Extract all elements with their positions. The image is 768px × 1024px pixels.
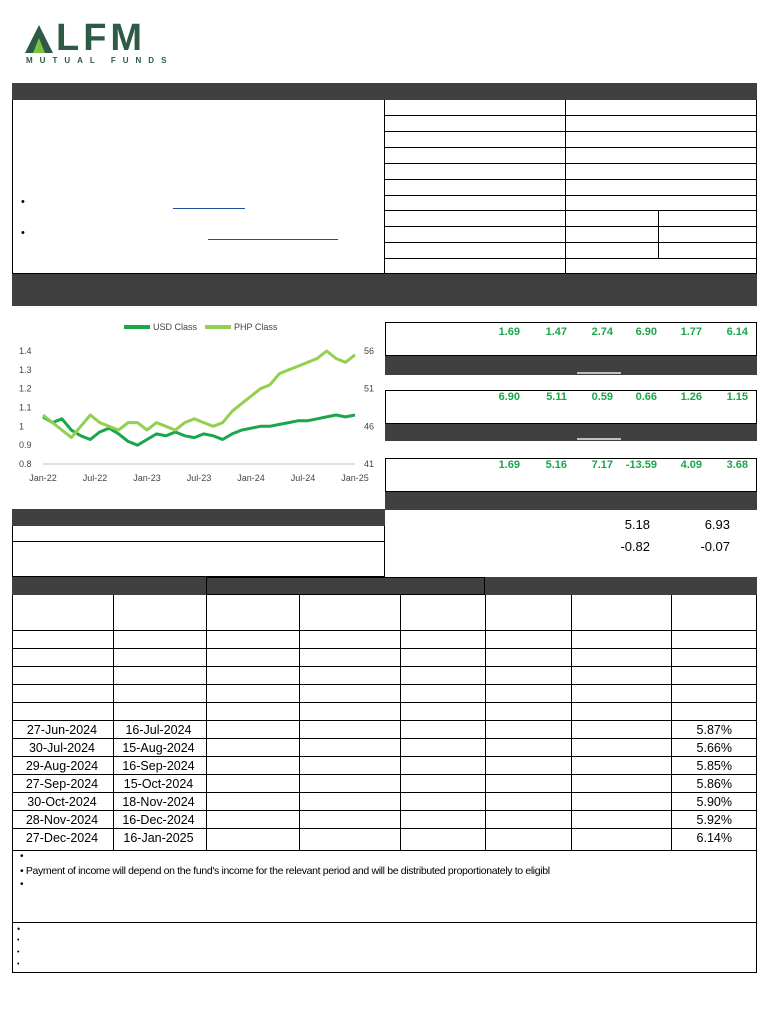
nav-chart — [12, 306, 385, 509]
stats-value-1b: 6.93 — [704, 517, 730, 532]
x-tick-label: Jul-23 — [186, 473, 212, 483]
x-tick-label: Jan-22 — [29, 473, 57, 483]
y-left-tick-label: 1.2 — [19, 383, 32, 394]
payment-date: 16-Dec-2024 — [122, 813, 195, 827]
payment-date: 16-Jul-2024 — [125, 723, 192, 737]
dividend-rate: 5.90% — [696, 795, 732, 809]
notes-box — [12, 851, 757, 923]
return-value: 1.69 — [498, 459, 520, 471]
return-value: 6.90 — [498, 391, 520, 403]
payment-date: 15-Oct-2024 — [123, 777, 194, 791]
stats-value-2b: -0.07 — [700, 539, 730, 554]
dividend-header-bar-right — [485, 577, 757, 595]
return-value: 4.09 — [680, 459, 702, 471]
fund-description-box — [12, 100, 385, 274]
return-value: 1.26 — [680, 391, 702, 403]
x-tick-label: Jan-23 — [133, 473, 161, 483]
fund-facts-header-bar — [12, 83, 757, 100]
return-value: -13.59 — [625, 459, 657, 471]
record-date: 30-Oct-2024 — [27, 795, 97, 809]
return-value: 7.17 — [591, 459, 613, 471]
legend-label: PHP Class — [234, 322, 278, 332]
return-value: 3.68 — [726, 459, 748, 471]
y-right-tick-label: 41 — [364, 459, 375, 469]
logo-tagline: MUTUAL FUNDS — [26, 56, 174, 65]
stats-value-2a: -0.82 — [620, 539, 650, 554]
record-date: 28-Nov-2024 — [25, 813, 99, 827]
y-right-tick-label: 51 — [364, 383, 375, 394]
y-right-tick-label: 46 — [364, 421, 375, 432]
dividend-rate: 5.66% — [696, 741, 732, 755]
y-left-tick-label: 0.8 — [19, 459, 32, 469]
return-value: 5.16 — [545, 459, 567, 471]
x-tick-label: Jul-24 — [290, 473, 316, 483]
return-value: 1.69 — [498, 326, 520, 338]
return-value: 6.90 — [635, 326, 657, 338]
nav-chart-svg — [12, 306, 385, 509]
link-underline-2[interactable] — [208, 239, 338, 240]
y-left-tick-label: 1 — [19, 421, 25, 432]
payment-date: 15-Aug-2024 — [122, 741, 195, 755]
note-payment: • Payment of income will depend on the fund's income for the relevant period and will be distributed proportionately to eligibl — [20, 865, 550, 877]
portfolio-header-bar — [12, 509, 385, 526]
return-value: 0.66 — [635, 391, 657, 403]
disclaimer-bullet-3: • — [17, 949, 20, 956]
stats-value-1a: 5.18 — [624, 517, 650, 532]
disclaimer-bullet-4: • — [17, 961, 20, 968]
return-value: 5.11 — [546, 391, 567, 403]
payment-date: 16-Sep-2024 — [122, 759, 195, 773]
series-line-1 — [43, 351, 355, 438]
company-logo — [24, 18, 174, 68]
note-bullet-2: • — [20, 879, 24, 890]
return-value: 1.15 — [726, 391, 748, 403]
y-right-tick-label: 56 — [364, 346, 375, 356]
return-value: 6.14 — [726, 326, 748, 338]
x-tick-label: Jan-24 — [237, 473, 265, 483]
dividend-rate: 5.86% — [696, 777, 732, 791]
payment-date: 18-Nov-2024 — [122, 795, 195, 809]
dividend-rate: 5.85% — [696, 759, 732, 773]
return-value: 1.47 — [545, 326, 567, 338]
link-underline-1[interactable] — [173, 208, 245, 209]
performance-header-bar — [12, 274, 757, 306]
disclaimer-bullet-2: • — [17, 937, 20, 944]
record-date: 29-Aug-2024 — [25, 759, 99, 773]
legend-label: USD Class — [153, 322, 198, 332]
disclaimer-box — [12, 923, 757, 973]
record-date: 30-Jul-2024 — [28, 741, 95, 755]
return-value: 2.74 — [591, 326, 613, 338]
y-left-tick-label: 0.9 — [19, 440, 32, 451]
logo-wordmark-visible: LFM — [56, 17, 147, 59]
dividend-rate: 6.14% — [696, 831, 732, 845]
note-bullet-1: • — [20, 851, 24, 862]
record-date: 27-Dec-2024 — [25, 831, 99, 845]
x-tick-label: Jan-25 — [341, 473, 369, 483]
record-date: 27-Jun-2024 — [26, 723, 98, 737]
record-date: 27-Sep-2024 — [25, 777, 99, 791]
bullet-2: • — [21, 227, 25, 239]
return-value: 1.77 — [680, 326, 702, 338]
dividend-header-bar-left — [12, 577, 206, 595]
fund-facts-table — [385, 100, 757, 274]
return-value: 0.59 — [591, 391, 613, 403]
payment-date: 16-Jan-2025 — [123, 831, 194, 845]
portfolio-box — [12, 526, 385, 577]
dividend-rate: 5.87% — [696, 723, 732, 737]
bullet-1: • — [21, 196, 25, 208]
y-left-tick-label: 1.4 — [19, 346, 32, 356]
y-left-tick-label: 1.1 — [19, 402, 32, 413]
y-left-tick-label: 1.3 — [19, 364, 32, 375]
dividend-header-bar-mid — [206, 577, 485, 595]
dividend-rate: 5.92% — [696, 813, 732, 827]
disclaimer-bullet-1: • — [17, 924, 21, 934]
x-tick-label: Jul-22 — [82, 473, 108, 483]
